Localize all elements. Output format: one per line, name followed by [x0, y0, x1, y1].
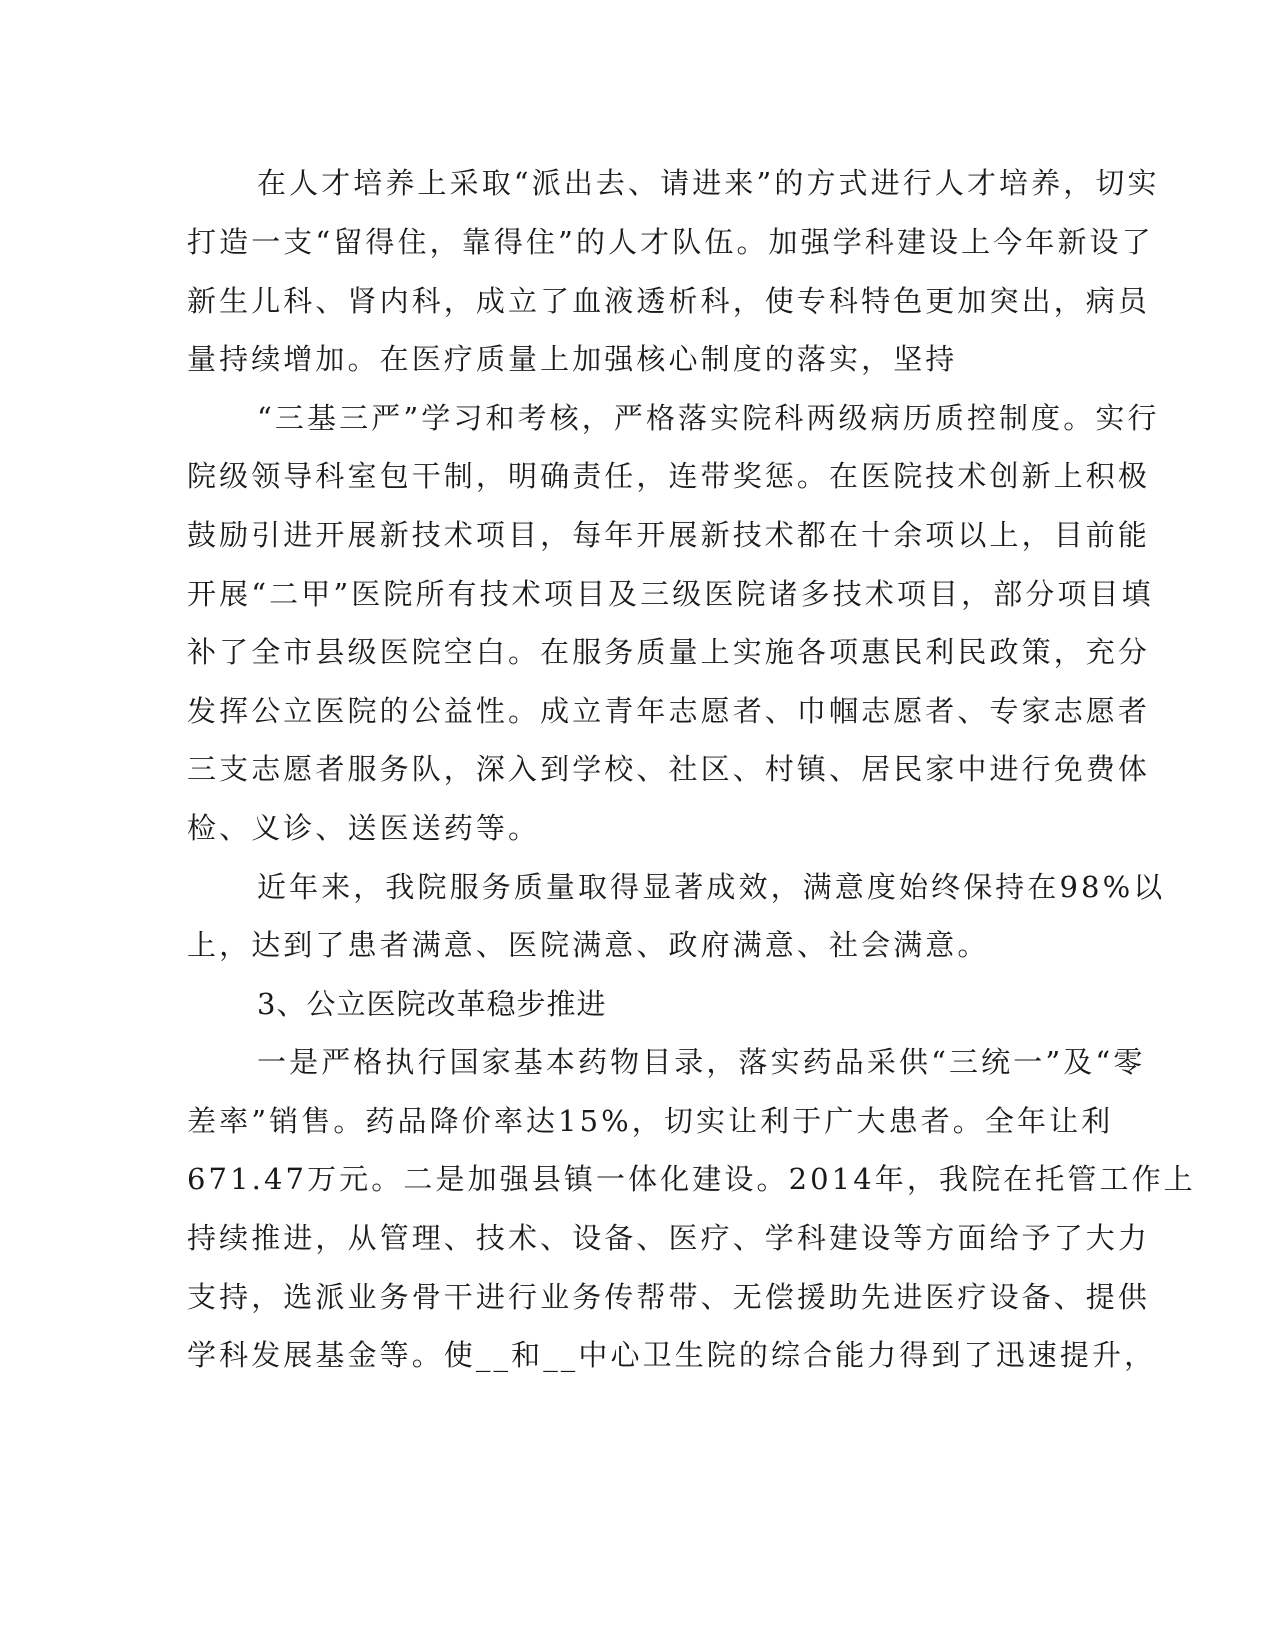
paragraph-line: 671.47万元。二是加强县镇一体化建设。2014年，我院在托管工作上: [187, 1162, 1196, 1196]
paragraph-line: 上，达到了患者满意、医院满意、政府满意、社会满意。: [187, 928, 990, 962]
paragraph-line: 院级领导科室包干制，明确责任，连带奖惩。在医院技术创新上积极: [187, 459, 1151, 493]
paragraph-line: 开展“二甲”医院所有技术项目及三级医院诸多技术项目，部分项目填: [187, 577, 1154, 611]
paragraph-line: 补了全市县级医院空白。在服务质量上实施各项惠民利民政策，充分: [187, 635, 1151, 669]
paragraph-line: 发挥公立医院的公益性。成立青年志愿者、巾帼志愿者、专家志愿者: [187, 694, 1151, 728]
paragraph-line: 学科发展基金等。使__和__中心卫生院的综合能力得到了迅速提升，: [187, 1338, 1157, 1372]
paragraph-line: 支持，选派业务骨干进行业务传帮带、无偿援助先进医疗设备、提供: [187, 1280, 1151, 1314]
paragraph-line: 差率”销售。药品降价率达15%，切实让利于广大患者。全年让利: [187, 1104, 1114, 1138]
paragraph-line: “三基三严”学习和考核，严格落实院科两级病历质控制度。实行: [257, 401, 1160, 435]
paragraph-line: 一是严格执行国家基本药物目录，落实药品采供“三统一”及“零: [257, 1045, 1146, 1079]
paragraph-line: 检、义诊、送医送药等。: [187, 811, 541, 845]
paragraph-line: 三支志愿者服务队，深入到学校、社区、村镇、居民家中进行免费体: [187, 752, 1151, 786]
section-heading: 3、公立医院改革稳步推进: [257, 987, 607, 1021]
paragraph-line: 打造一支“留得住，靠得住”的人才队伍。加强学科建设上今年新设了: [187, 225, 1154, 259]
paragraph-line: 近年来，我院服务质量取得显著成效，满意度始终保持在98%以: [257, 870, 1166, 904]
paragraph-line: 鼓励引进开展新技术项目，每年开展新技术都在十余项以上，目前能: [187, 518, 1151, 552]
paragraph-line: 持续推进，从管理、技术、设备、医疗、学科建设等方面给予了大力: [187, 1221, 1151, 1255]
paragraph-line: 在人才培养上采取“派出去、请进来”的方式进行人才培养，切实: [257, 166, 1160, 200]
paragraph-line: 新生儿科、肾内科，成立了血液透析科，使专科特色更加突出，病员: [187, 284, 1151, 318]
paragraph-line: 量持续增加。在医疗质量上加强核心制度的落实，坚持: [187, 342, 958, 376]
